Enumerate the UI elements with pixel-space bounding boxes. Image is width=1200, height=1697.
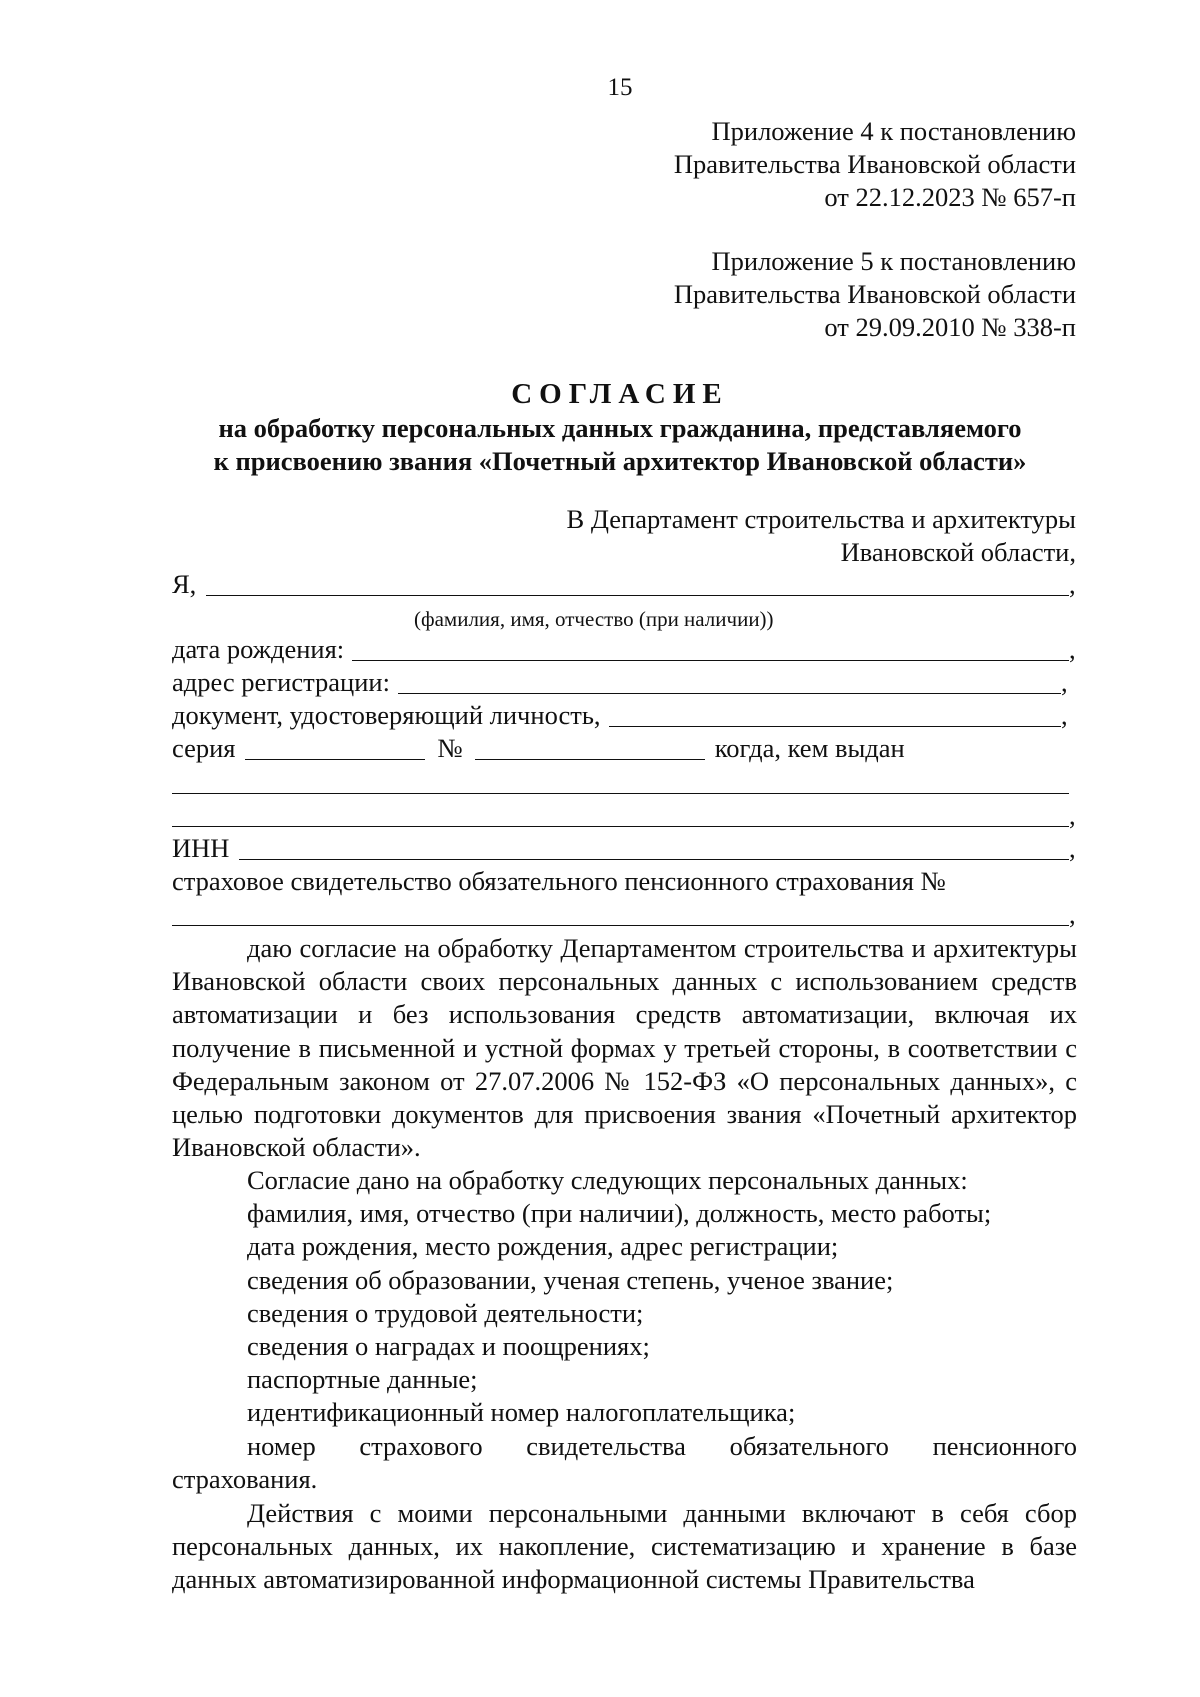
list-intro: Согласие дано на обработку следующих персональных данных: <box>247 1165 968 1195</box>
subtitle-line: на обработку персональных данных гражданина, представляемого <box>218 413 1022 443</box>
birth-date-field[interactable] <box>352 633 1069 661</box>
subtitle-line: к присвоению звания «Почетный архитектор Ивановской области» <box>213 446 1027 476</box>
fio-row <box>172 567 1077 600</box>
fio-caption: (фамилия, имя, отчество (при наличии)) <box>414 607 774 631</box>
snils-field[interactable] <box>172 898 1069 926</box>
issued-label: когда, кем выдан <box>714 733 905 763</box>
identity-doc-label: документ, удостоверяющий личность, <box>172 700 601 730</box>
consent-paragraph: даю согласие на обработку Департаментом строительства и архитектуры Ивановской области своих персональных данных с использованием средств автоматизации и без использования средств автоматизации, включая их получение в письменной и устной формах у третьей стороны, в соответствии с Федеральным законом от 27.07.2006 № 152-ФЗ «О персональных данных», с целью подготовки документов для присвоения звания «Почетный архитектор Ивановской области». <box>172 933 1077 1163</box>
comma: , <box>1061 700 1068 730</box>
comma: , <box>1069 833 1076 863</box>
personal-data-list <box>247 1164 991 1430</box>
comma: , <box>1069 800 1076 830</box>
comma: , <box>1069 634 1076 664</box>
recipient-line: В Департамент строительства и архитектуры <box>566 504 1076 534</box>
inn-row <box>172 831 1077 864</box>
annex-5-line: от 29.09.2010 № 338-п <box>824 312 1076 342</box>
annex-4-block <box>674 115 1076 214</box>
list-item: сведения об образовании, ученая степень, ученое звание; <box>247 1264 894 1295</box>
recipient-line: Ивановской области, <box>840 537 1076 567</box>
consent-paragraph-block <box>172 932 1077 1164</box>
issued-row-2 <box>172 798 1077 831</box>
snils-row <box>172 897 1077 930</box>
fio-label: Я, <box>172 569 197 599</box>
comma: , <box>1069 569 1076 599</box>
series-field[interactable] <box>245 732 425 760</box>
issued-field-line-2[interactable] <box>172 799 1069 827</box>
comma: , <box>1061 667 1068 697</box>
fio-field[interactable] <box>206 568 1069 596</box>
list-item: дата рождения, место рождения, адрес регистрации; <box>247 1231 839 1262</box>
list-item: идентификационный номер налогоплательщика; <box>247 1397 796 1428</box>
identity-doc-row <box>172 698 1077 731</box>
list-item: фамилия, имя, отчество (при наличии), должность, место работы; <box>247 1198 992 1229</box>
address-row <box>172 665 1077 698</box>
document-subtitle <box>0 412 1200 478</box>
annex-4-line: от 22.12.2023 № 657-п <box>824 182 1076 212</box>
issued-field-line-1[interactable] <box>172 766 1069 794</box>
annex-4-line: Правительства Ивановской области <box>673 149 1076 179</box>
list-item-last: номер страхового свидетельства обязательного пенсионного страхования. <box>172 1431 1077 1495</box>
issued-row-1 <box>172 765 1077 798</box>
list-last-block <box>172 1430 1077 1496</box>
actions-paragraph-block <box>172 1497 1077 1597</box>
list-item: сведения о трудовой деятельности; <box>247 1297 644 1328</box>
list-item: паспортные данные; <box>247 1364 478 1395</box>
document-title: СОГЛАСИЕ <box>511 378 729 410</box>
birth-row <box>172 632 1077 665</box>
address-field[interactable] <box>398 666 1061 694</box>
list-item: сведения о наградах и поощрениях; <box>247 1331 650 1362</box>
recipient-block <box>567 503 1076 569</box>
page-number: 15 <box>607 74 633 101</box>
inn-label: ИНН <box>172 833 230 863</box>
annex-5-block <box>674 245 1076 344</box>
birth-label: дата рождения: <box>172 634 345 664</box>
comma: , <box>1069 899 1076 929</box>
number-label: № <box>437 733 463 763</box>
identity-doc-field[interactable] <box>609 699 1061 727</box>
number-field[interactable] <box>475 732 705 760</box>
series-row <box>172 731 1077 764</box>
inn-field[interactable] <box>239 832 1069 860</box>
actions-paragraph: Действия с моими персональными данными включают в себя сбор персональных данных, их накопление, систематизацию и хранение в базе данных автоматизированной информационной системы Правительства <box>172 1498 1077 1595</box>
snils-label: страховое свидетельство обязательного пенсионного страхования № <box>172 866 946 896</box>
snils-label-row <box>172 864 1077 897</box>
address-label: адрес регистрации: <box>172 667 390 697</box>
annex-5-line: Правительства Ивановской области <box>673 279 1076 309</box>
annex-5-line: Приложение 5 к постановлению <box>711 246 1076 276</box>
series-label: серия <box>172 733 236 763</box>
annex-4-line: Приложение 4 к постановлению <box>711 116 1076 146</box>
